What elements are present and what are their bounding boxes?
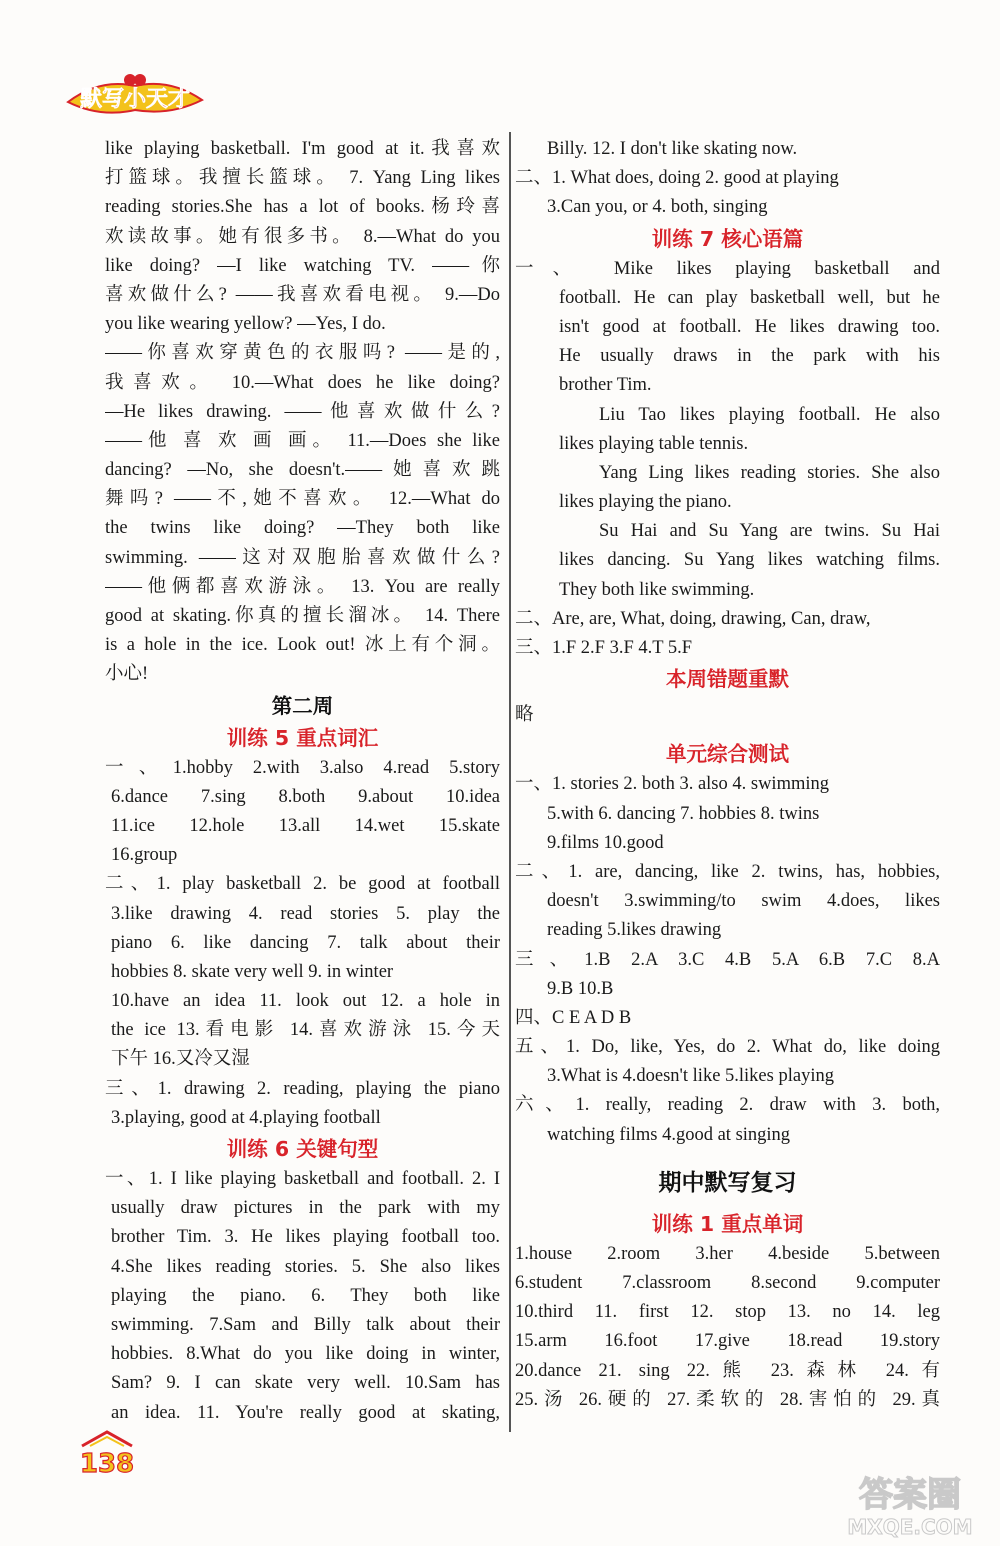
answer-line: Su Hai and Su Yang are twins. Su Hai [599,521,940,542]
answer-line: football. He can play basketball well, but he [559,287,940,308]
answer-line: hobbies 8. skate very well 9. in winter [111,961,394,982]
answer-line: good at skating.你真的擅长溜冰。 14. There [105,606,500,626]
answer-line: 喜欢做什么? ——我喜欢看电视。 9.—Do [105,284,500,305]
answer-line: watching films 4.good at singing [547,1124,791,1145]
answer-line: 小心! [105,664,149,685]
answer-line: 二、Are, are, What, doing, drawing, Can, draw, [515,608,871,629]
answer-line: 二、1. What does, doing 2. good at playing [515,168,839,189]
answer-line: isn't good at football. He likes drawing too. [559,316,940,337]
section-heading: 第二周 [271,693,334,718]
answer-line: 10.third 11. first 12. stop 13. no 14. leg [515,1302,940,1323]
answer-line: 3.playing, good at 4.playing football [111,1107,381,1128]
answer-line: like playing basketball. I'm good at it.我喜欢 [105,139,500,159]
answer-line: 五、1. Do, like, Yes, do 2. What do, like doing [515,1037,940,1058]
answer-line: 9.B 10.B [547,978,614,999]
watermark-text: 答案圈 [859,1475,961,1515]
answer-line: Sam? 9. I can skate very well. 10.Sam has [111,1373,500,1394]
answer-line: 一、 Mike likes playing basketball and [515,258,940,279]
answer-line: reading 5.likes drawing [547,920,722,941]
answer-line: 25.汤 26.硬的 27.柔软的 28.害怕的 29.真 [515,1389,940,1410]
answer-line: 16.group [111,845,178,866]
left-column [105,135,500,1428]
answer-line: 我喜欢。 10.—What does he like doing? [105,372,500,393]
answer-line: They both like swimming. [559,579,755,600]
answer-line: 一、1.hobby 2.with 3.also 4.read 5.story [105,757,500,778]
answer-line: 15.arm 16.foot 17.give 18.read 19.story [515,1331,940,1352]
answer-line: ——你喜欢穿黄色的衣服吗? ——是的, [105,343,500,364]
logo-text: 默写小天才 [79,87,191,112]
answer-line: 4.She likes reading stories. 5. She also likes [111,1256,500,1277]
answer-line: likes dancing. Su Yang likes watching films. [559,550,940,571]
answer-line: 9.films 10.good [547,832,664,853]
spacer [515,1150,940,1158]
answer-line: like doing? —I like watching TV. ——你 [105,255,500,276]
answer-line: reading stories.She has a lot of books.杨玲喜 [105,197,500,218]
answer-line: 3.What is 4.doesn't like 5.likes playing [547,1066,834,1087]
answer-line: Yang Ling likes reading stories. She also [599,462,940,483]
answer-line: swimming. 7.Sam and Billy talk about their [111,1314,500,1335]
spacer [515,730,940,738]
answer-line: 舞吗? ——不,她不喜欢。 12.—What do [105,489,500,510]
answer-line: an idea. 11. You're really good at skating, [111,1402,500,1423]
answer-line: 下午 16.又冷又湿 [111,1049,250,1070]
answer-line: likes playing table tennis. [559,433,749,454]
answer-line: 欢读故事。她有很多书。 8.—What do you [105,226,500,247]
answer-line: 3.like drawing 4. read stories 5. play the [111,903,500,924]
section-heading: 期中默写复习 [658,1169,797,1196]
answer-line: 1.house 2.room 3.her 4.beside 5.between [515,1243,940,1264]
section-heading: 本周错题重默 [666,667,789,692]
answer-line: 3.Can you, or 4. both, singing [547,197,768,218]
answer-line: 六、1. really, reading 2. draw with 3. both, [515,1095,940,1116]
answer-line: 20.dance 21. sing 22.熊 23.森林 24.有 [515,1360,940,1381]
section-heading: 训练 5 重点词汇 [226,725,379,750]
answer-line: 四、C E A D B [515,1007,632,1028]
answer-line: you like wearing yellow? —Yes, I do. [105,314,386,335]
answer-line: the twins like doing? —They both like [105,518,500,539]
brand-logo [60,72,210,118]
answer-line: ——他俩都喜欢游泳。 13. You are really [105,576,500,597]
page-number: 138 [79,1449,135,1478]
answer-line: 三、1.B 2.A 3.C 4.B 5.A 6.B 7.C 8.A [515,949,940,970]
section-heading: 训练 1 重点单词 [651,1211,804,1236]
answer-line: hobbies. 8.What do you like doing in winter, [111,1344,500,1365]
right-column [515,135,940,1415]
answer-line: 6.dance 7.sing 8.both 9.about 10.idea [111,786,500,807]
answer-line: ——他 喜 欢 画 画。 11.—Does she like [105,430,500,451]
answer-line: is a hole in the ice. Look out! 冰上有个洞。 [105,635,500,656]
answer-line: —He likes drawing. ——他喜欢做什么? [105,401,500,422]
answer-line: usually draw pictures in the park with my [111,1198,500,1219]
answer-line: 三、1. drawing 2. reading, playing the piano [105,1078,500,1099]
answer-line: brother Tim. 3. He likes playing football too. [111,1227,500,1248]
answer-line: 10.have an idea 11. look out 12. a hole in [111,991,500,1012]
answer-line: Billy. 12. I don't like skating now. [547,139,798,159]
answer-line: playing the piano. 6. They both like [111,1285,500,1306]
column-divider [509,132,511,1432]
watermark [830,1468,990,1540]
answer-line: 5.with 6. dancing 7. hobbies 8. twins [547,803,820,824]
answer-line: likes playing the piano. [559,492,732,513]
answer-line: He usually draws in the park with his [559,346,940,367]
section-heading: 训练 6 关键句型 [226,1137,379,1161]
answer-line: dancing? —No, she doesn't.——她喜欢跳 [105,460,500,481]
section-heading: 单元综合测试 [666,742,789,767]
section-heading: 训练 7 核心语篇 [651,226,804,251]
answer-line: 一、1. stories 2. both 3. also 4. swimming [515,774,829,795]
answer-line: doesn't 3.swimming/to swim 4.does, likes [547,891,940,912]
page-number-badge [62,1428,152,1478]
answer-line: Liu Tao likes playing football. He also [599,404,940,425]
answer-line: brother Tim. [559,375,652,396]
answer-line: 略 [515,705,534,726]
answer-line: swimming. ——这对双胞胎喜欢做什么? [105,547,500,568]
answer-line: 三、1.F 2.F 3.F 4.T 5.F [515,638,692,658]
answer-line: 11.ice 12.hole 13.all 14.wet 15.skate [111,815,500,836]
answer-line: piano 6. like dancing 7. talk about their [111,932,500,953]
answer-line: 6.student 7.classroom 8.second 9.computer [515,1273,940,1293]
answer-line: 一、1. I like playing basketball and football. 2. I [105,1169,500,1189]
watermark-url: MXQE.COM [847,1515,973,1539]
answer-line: 打篮球。我擅长篮球。 7. Yang Ling likes [105,168,500,189]
answer-line: 二、1. play basketball 2. be good at football [105,874,500,895]
answer-line: 二、1. are, dancing, like 2. twins, has, hobbies, [515,861,940,882]
answer-line: the ice 13.看电影 14.喜欢游泳 15.今天 [111,1020,500,1041]
